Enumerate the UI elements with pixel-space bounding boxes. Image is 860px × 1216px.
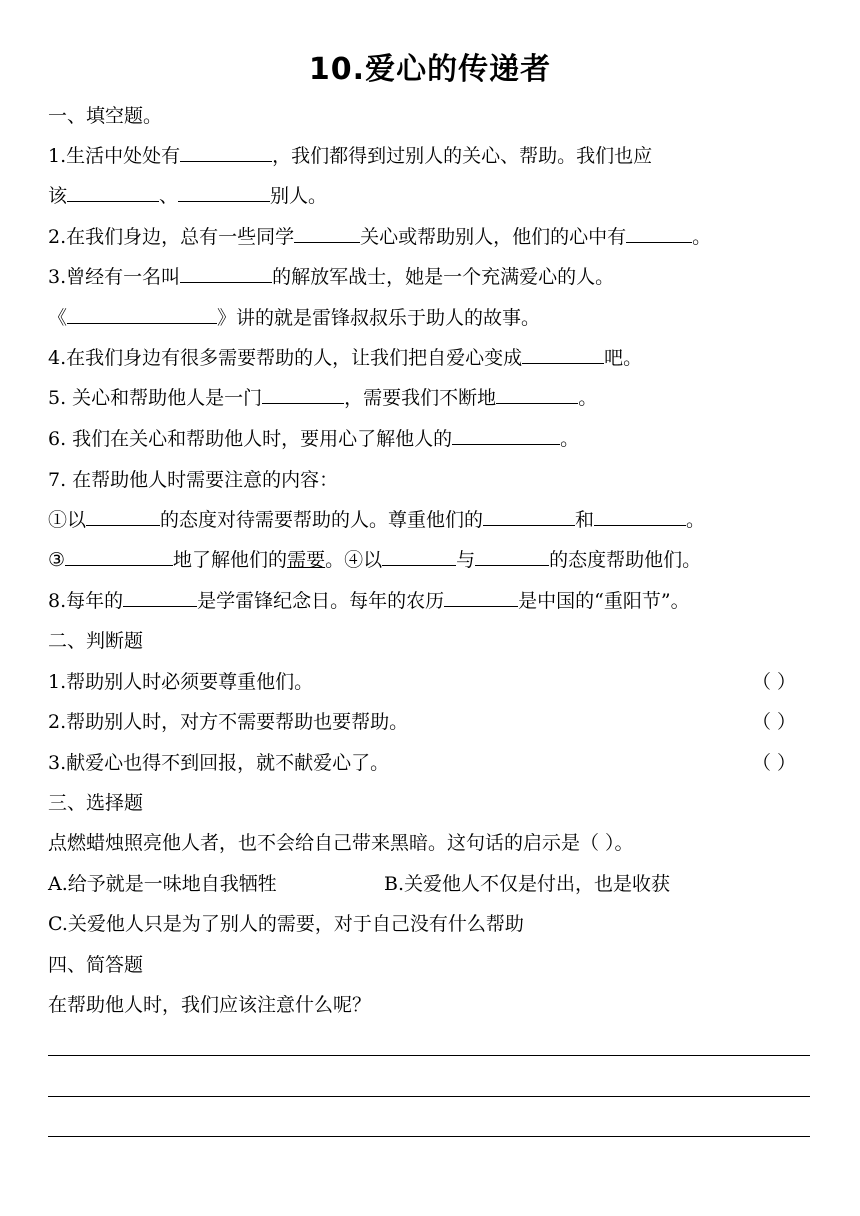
q5-text-c: 。 (578, 387, 598, 409)
q1-text-e: 别人。 (270, 185, 328, 207)
q7-text-a: 7. 在帮助他人时需要注意的内容： (48, 469, 339, 491)
question-8 (48, 586, 690, 616)
q7-text-e: 。 (686, 509, 706, 531)
question-1-line-1 (48, 141, 652, 171)
q4-text-a: 4.在我们身边有很多需要帮助的人，让我们把自爱心变成 (48, 347, 523, 369)
section-judge-heading: 二、判断题 (48, 630, 144, 652)
answer-blank[interactable] (67, 181, 159, 202)
q2-text-a: 2.在我们身边，总有一些同学 (48, 226, 295, 248)
answer-blank[interactable] (475, 545, 549, 566)
q7-text-d: 和 (575, 509, 595, 531)
answer-blank[interactable] (444, 586, 518, 607)
answer-blank[interactable] (67, 303, 217, 324)
q7-text-b: ①以 (48, 509, 87, 531)
q3-text-d: 》讲的就是雷锋叔叔乐于助人的故事。 (217, 307, 541, 329)
choice-question: 点燃蜡烛照亮他人者，也不会给自己带来黑暗。这句话的启示是（ ）。 (48, 832, 634, 854)
short-answer-question: 在帮助他人时，我们应该注意什么呢？ (48, 994, 372, 1016)
judge-item-2: 2.帮助别人时，对方不需要帮助也要帮助。 (48, 711, 409, 733)
answer-blank[interactable] (65, 545, 173, 566)
q7-text-k: 的态度帮助他们。 (549, 549, 702, 571)
q7-text-g: 地了解他们的 (173, 549, 288, 571)
q4-text-b: 吧。 (604, 347, 643, 369)
answer-line-3[interactable] (48, 1136, 810, 1137)
answer-blank[interactable] (294, 222, 360, 243)
q6-text-a: 6. 我们在关心和帮助他人时，要用心了解他人的 (48, 428, 453, 450)
q1-text-c: 该 (48, 185, 68, 207)
q8-text-b: 是学雷锋纪念日。每年的农历 (197, 590, 445, 612)
question-7 (48, 465, 338, 495)
q7-underlined-word: 需要 (287, 549, 326, 571)
choice-option-c[interactable]: C.关爱他人只是为了别人的需要，对于自己没有什么帮助 (48, 913, 524, 935)
q8-text-c: 是中国的“重阳节”。 (518, 590, 690, 612)
question-2 (48, 222, 711, 252)
answer-blank[interactable] (382, 545, 456, 566)
judge-item-3: 3.献爱心也得不到回报，就不献爱心了。 (48, 752, 390, 774)
q1-text-d: 、 (159, 185, 179, 207)
answer-blank[interactable] (180, 262, 272, 283)
q3-text-a: 3.曾经有一名叫 (48, 266, 181, 288)
choice-option-a[interactable]: A.给予就是一味地自我牺牲 (48, 873, 277, 895)
question-5 (48, 383, 597, 413)
q1-text-b: ，我们都得到过别人的关心、帮助。我们也应 (272, 145, 653, 167)
answer-blank[interactable] (522, 343, 604, 364)
answer-blank[interactable] (178, 181, 270, 202)
answer-line-2[interactable] (48, 1096, 810, 1097)
q6-text-b: 。 (560, 428, 580, 450)
section-short-answer-heading: 四、简答题 (48, 954, 144, 976)
question-7-item-3 (48, 545, 701, 575)
q7-text-j: 与 (456, 549, 476, 571)
judge-answer-paren-1[interactable]: （ ） (752, 671, 797, 693)
q2-text-b: 关心或帮助别人，他们的心中有 (360, 226, 627, 248)
answer-blank[interactable] (86, 505, 160, 526)
q2-text-c: 。 (692, 226, 712, 248)
answer-blank[interactable] (452, 424, 560, 445)
q1-text-a: 1.生活中处处有 (48, 145, 181, 167)
answer-blank[interactable] (123, 586, 197, 607)
answer-blank[interactable] (594, 505, 686, 526)
answer-blank[interactable] (483, 505, 575, 526)
judge-answer-paren-2[interactable]: （ ） (752, 711, 797, 733)
judge-answer-paren-3[interactable]: （ ） (752, 752, 797, 774)
q7-text-f: ③ (48, 549, 66, 571)
section-fill-heading: 一、填空题。 (48, 105, 163, 127)
choice-option-b[interactable]: B.关爱他人不仅是付出，也是收获 (384, 873, 671, 895)
question-7-item-1 (48, 505, 705, 535)
answer-blank[interactable] (496, 383, 578, 404)
q5-text-b: ，需要我们不断地 (344, 387, 497, 409)
judge-item-1: 1.帮助别人时必须要尊重他们。 (48, 671, 314, 693)
question-3-line-2 (48, 303, 540, 333)
answer-blank[interactable] (180, 141, 272, 162)
q7-text-c: 的态度对待需要帮助的人。尊重他们的 (160, 509, 484, 531)
q7-text-i: 。④以 (325, 549, 383, 571)
page-title: 10.爱心的传递者 (308, 52, 552, 87)
question-4 (48, 343, 642, 373)
q5-text-a: 5. 关心和帮助他人是一门 (48, 387, 263, 409)
q8-text-a: 8.每年的 (48, 590, 124, 612)
question-3-line-1 (48, 262, 614, 292)
answer-blank[interactable] (626, 222, 692, 243)
q3-text-c: 《 (48, 307, 68, 329)
answer-blank[interactable] (262, 383, 344, 404)
answer-line-1[interactable] (48, 1055, 810, 1056)
question-1-line-2 (48, 181, 327, 211)
question-6 (48, 424, 579, 454)
q3-text-b: 的解放军战士，她是一个充满爱心的人。 (272, 266, 615, 288)
section-choice-heading: 三、选择题 (48, 792, 144, 814)
